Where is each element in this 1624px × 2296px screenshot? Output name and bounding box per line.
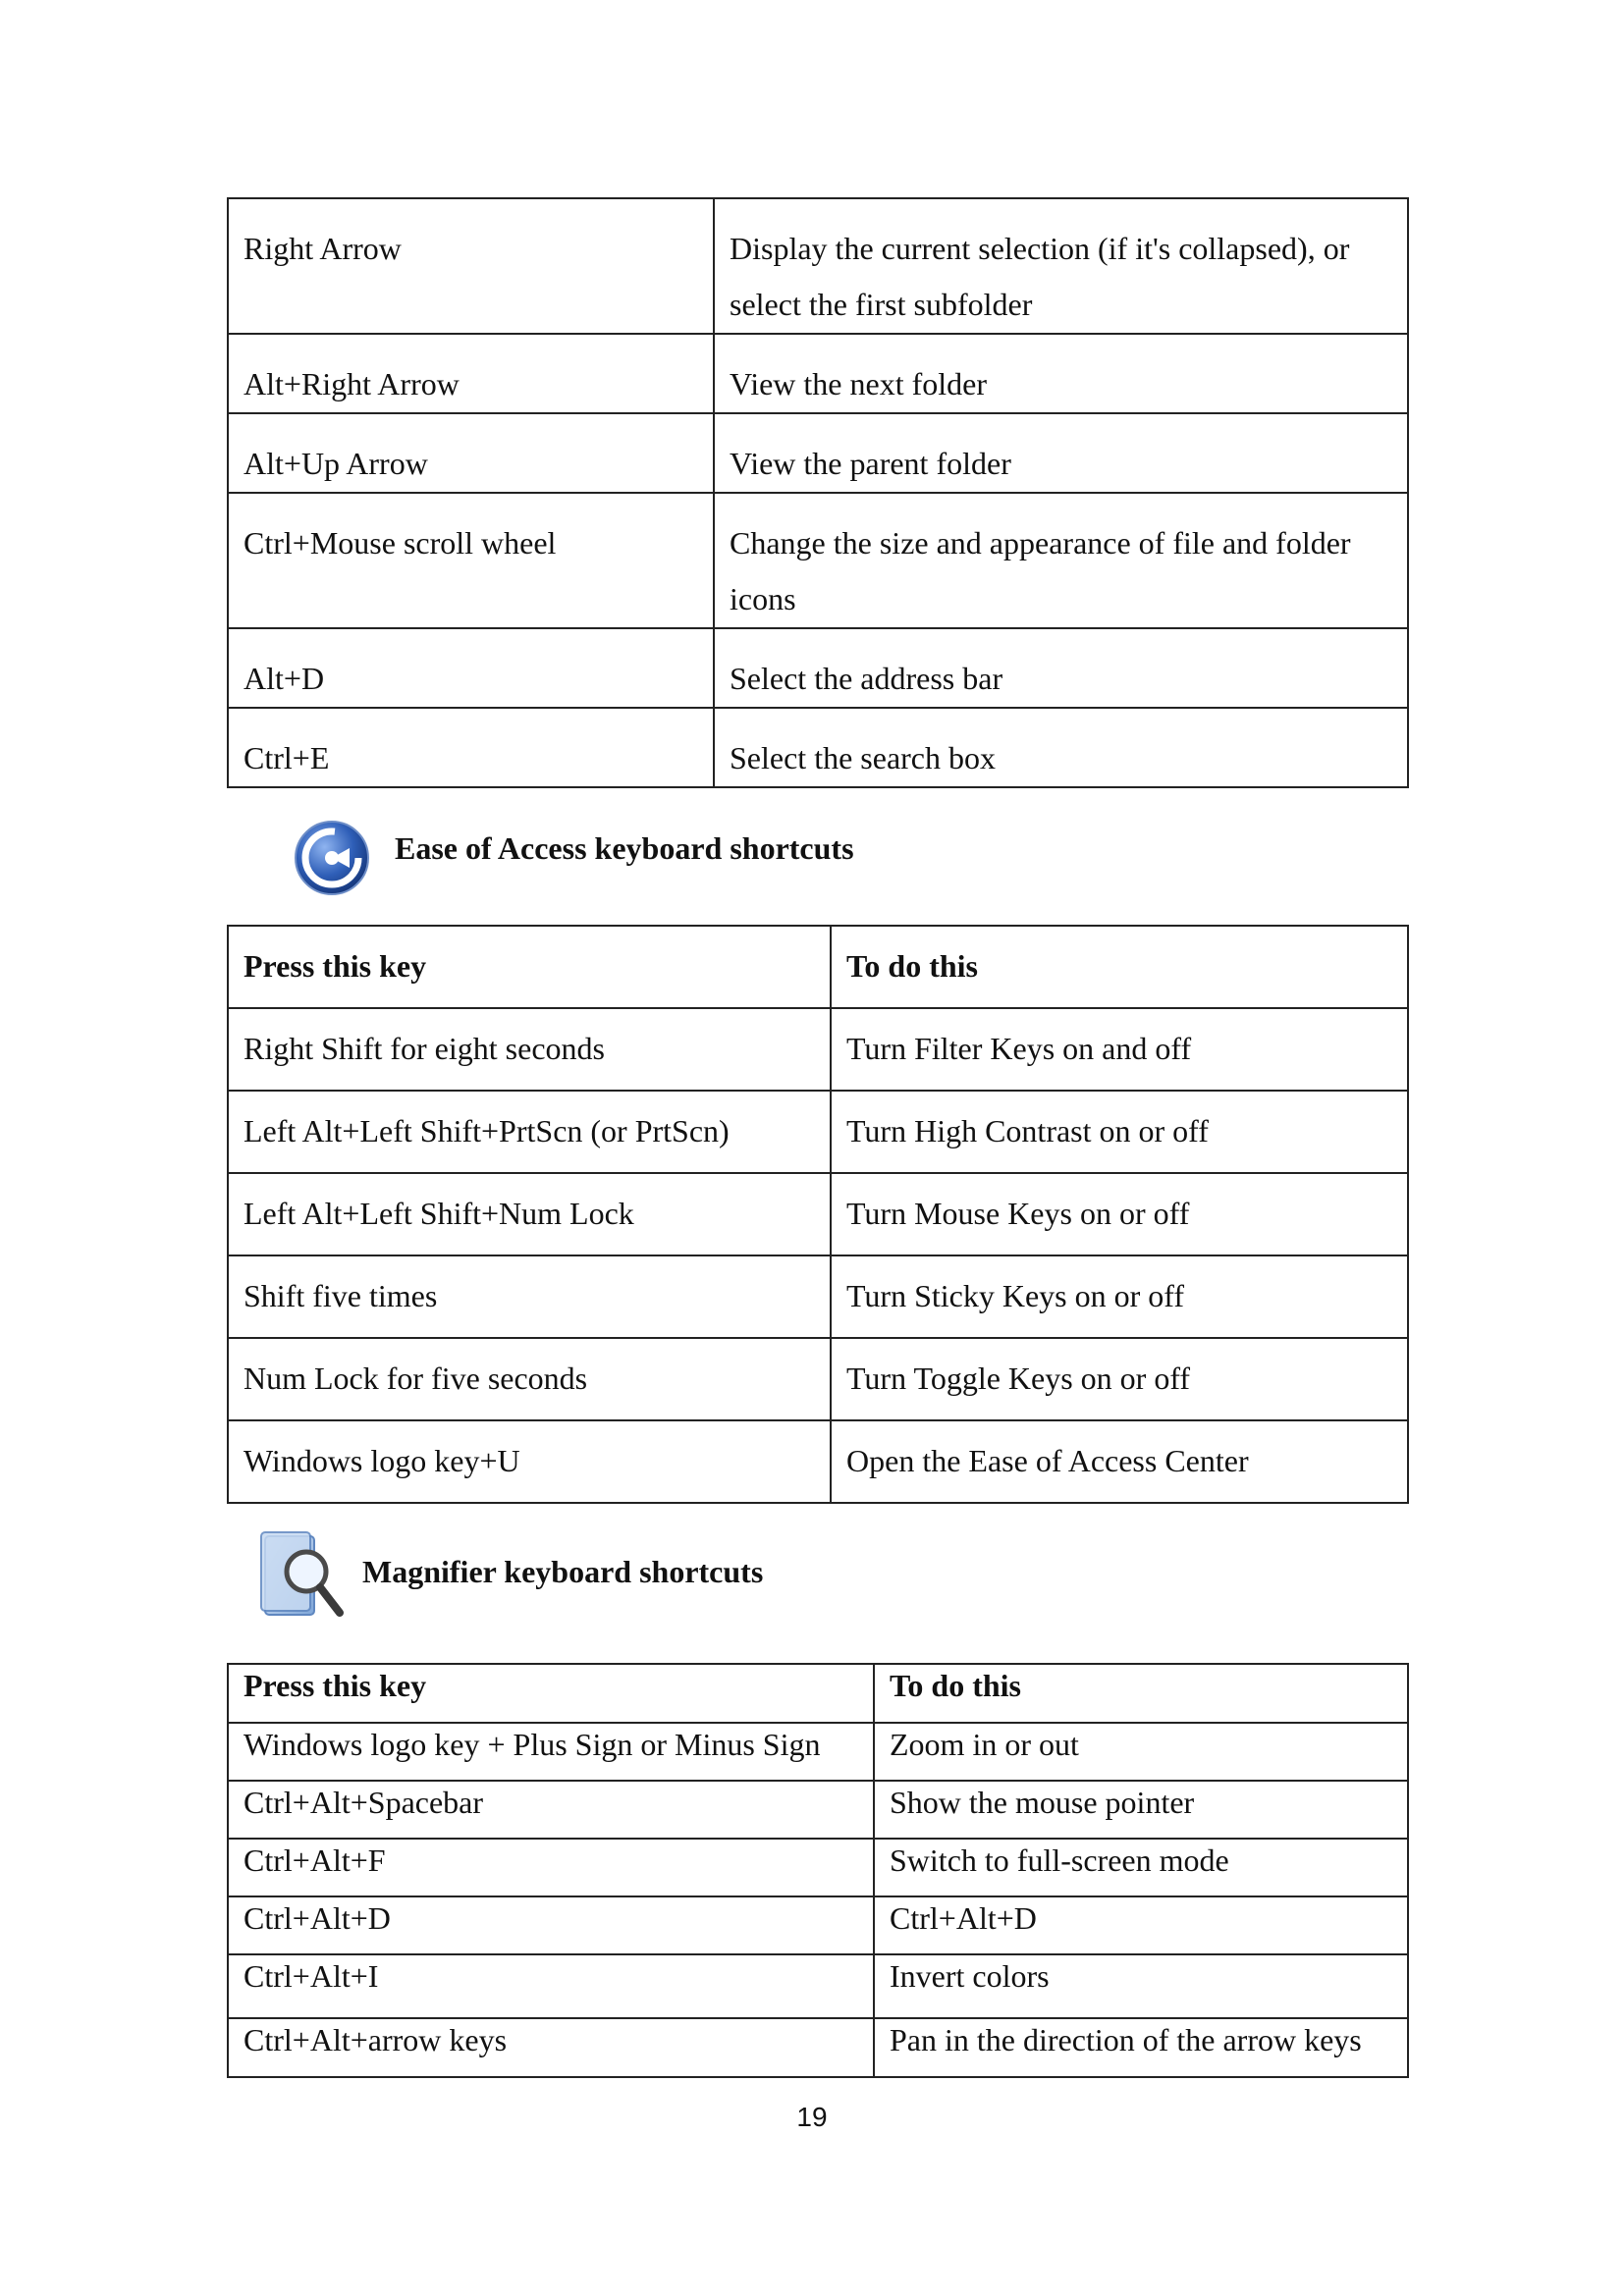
shortcut-action: Zoom in or out: [874, 1723, 1408, 1781]
shortcut-action: Change the size and appearance of file and folder icons: [714, 493, 1408, 628]
shortcut-key: Ctrl+Alt+Spacebar: [228, 1781, 874, 1839]
shortcut-action: View the parent folder: [714, 413, 1408, 493]
shortcut-action: Select the address bar: [714, 628, 1408, 708]
shortcut-key: Windows logo key+U: [228, 1420, 831, 1503]
shortcut-key: Num Lock for five seconds: [228, 1338, 831, 1420]
shortcut-action: Ctrl+Alt+D: [874, 1896, 1408, 1954]
table-row: [228, 1420, 1408, 1503]
table-row: [228, 628, 1408, 708]
table-row: [228, 334, 1408, 413]
shortcut-action: Turn Mouse Keys on or off: [831, 1173, 1408, 1255]
shortcut-action: Turn High Contrast on or off: [831, 1091, 1408, 1173]
shortcut-key: Alt+Up Arrow: [228, 413, 714, 493]
table-row: [228, 1255, 1408, 1338]
ease-of-access-table: [227, 925, 1409, 1504]
shortcut-key: Left Alt+Left Shift+PrtScn (or PrtScn): [228, 1091, 831, 1173]
ease-of-access-icon: [293, 819, 371, 897]
shortcut-action: View the next folder: [714, 334, 1408, 413]
shortcut-key: Ctrl+Alt+arrow keys: [228, 2018, 874, 2077]
shortcut-action: Show the mouse pointer: [874, 1781, 1408, 1839]
shortcut-key: Shift five times: [228, 1255, 831, 1338]
table-row: [228, 413, 1408, 493]
shortcut-action: Display the current selection (if it's collapsed), or select the first subfolder: [714, 198, 1408, 334]
table-row: [228, 1091, 1408, 1173]
table-row: [228, 198, 1408, 334]
table-row: [228, 708, 1408, 787]
shortcut-key: Ctrl+Alt+D: [228, 1896, 874, 1954]
shortcut-action: Select the search box: [714, 708, 1408, 787]
table-row: [228, 2018, 1408, 2077]
shortcut-key: Ctrl+Mouse scroll wheel: [228, 493, 714, 628]
magnifier-table: [227, 1663, 1409, 2078]
shortcut-key: Left Alt+Left Shift+Num Lock: [228, 1173, 831, 1255]
table-row: [228, 1954, 1408, 2018]
column-header-action: To do this: [831, 926, 1408, 1008]
shortcut-action: Turn Filter Keys on and off: [831, 1008, 1408, 1091]
shortcut-key: Ctrl+E: [228, 708, 714, 787]
shortcut-action: Pan in the direction of the arrow keys: [874, 2018, 1408, 2077]
shortcut-action: Switch to full-screen mode: [874, 1839, 1408, 1896]
shortcut-key: Right Arrow: [228, 198, 714, 334]
explorer-shortcuts-table: [227, 197, 1409, 788]
table-row: [228, 493, 1408, 628]
table-row: [228, 1338, 1408, 1420]
table-row: [228, 1781, 1408, 1839]
table-row: [228, 1723, 1408, 1781]
shortcut-key: Ctrl+Alt+F: [228, 1839, 874, 1896]
shortcut-action: Open the Ease of Access Center: [831, 1420, 1408, 1503]
shortcut-key: Right Shift for eight seconds: [228, 1008, 831, 1091]
shortcut-action: Turn Sticky Keys on or off: [831, 1255, 1408, 1338]
page-number: 19: [796, 2102, 828, 2132]
shortcut-key: Ctrl+Alt+I: [228, 1954, 874, 2018]
column-header-key: Press this key: [228, 926, 831, 1008]
shortcut-key: Windows logo key + Plus Sign or Minus Sign: [228, 1723, 874, 1781]
column-header-action: To do this: [874, 1664, 1408, 1723]
ease-of-access-heading: Ease of Access keyboard shortcuts: [395, 830, 854, 866]
table-row: [228, 1896, 1408, 1954]
table-header-row: [228, 926, 1408, 1008]
table-row: [228, 1839, 1408, 1896]
magnifier-heading: Magnifier keyboard shortcuts: [362, 1554, 764, 1589]
table-row: [228, 1008, 1408, 1091]
shortcut-key: Alt+D: [228, 628, 714, 708]
shortcut-action: Invert colors: [874, 1954, 1408, 2018]
table-header-row: [228, 1664, 1408, 1723]
shortcut-key: Alt+Right Arrow: [228, 334, 714, 413]
table-row: [228, 1173, 1408, 1255]
column-header-key: Press this key: [228, 1664, 874, 1723]
magnifier-icon: [257, 1526, 346, 1623]
shortcut-action: Turn Toggle Keys on or off: [831, 1338, 1408, 1420]
